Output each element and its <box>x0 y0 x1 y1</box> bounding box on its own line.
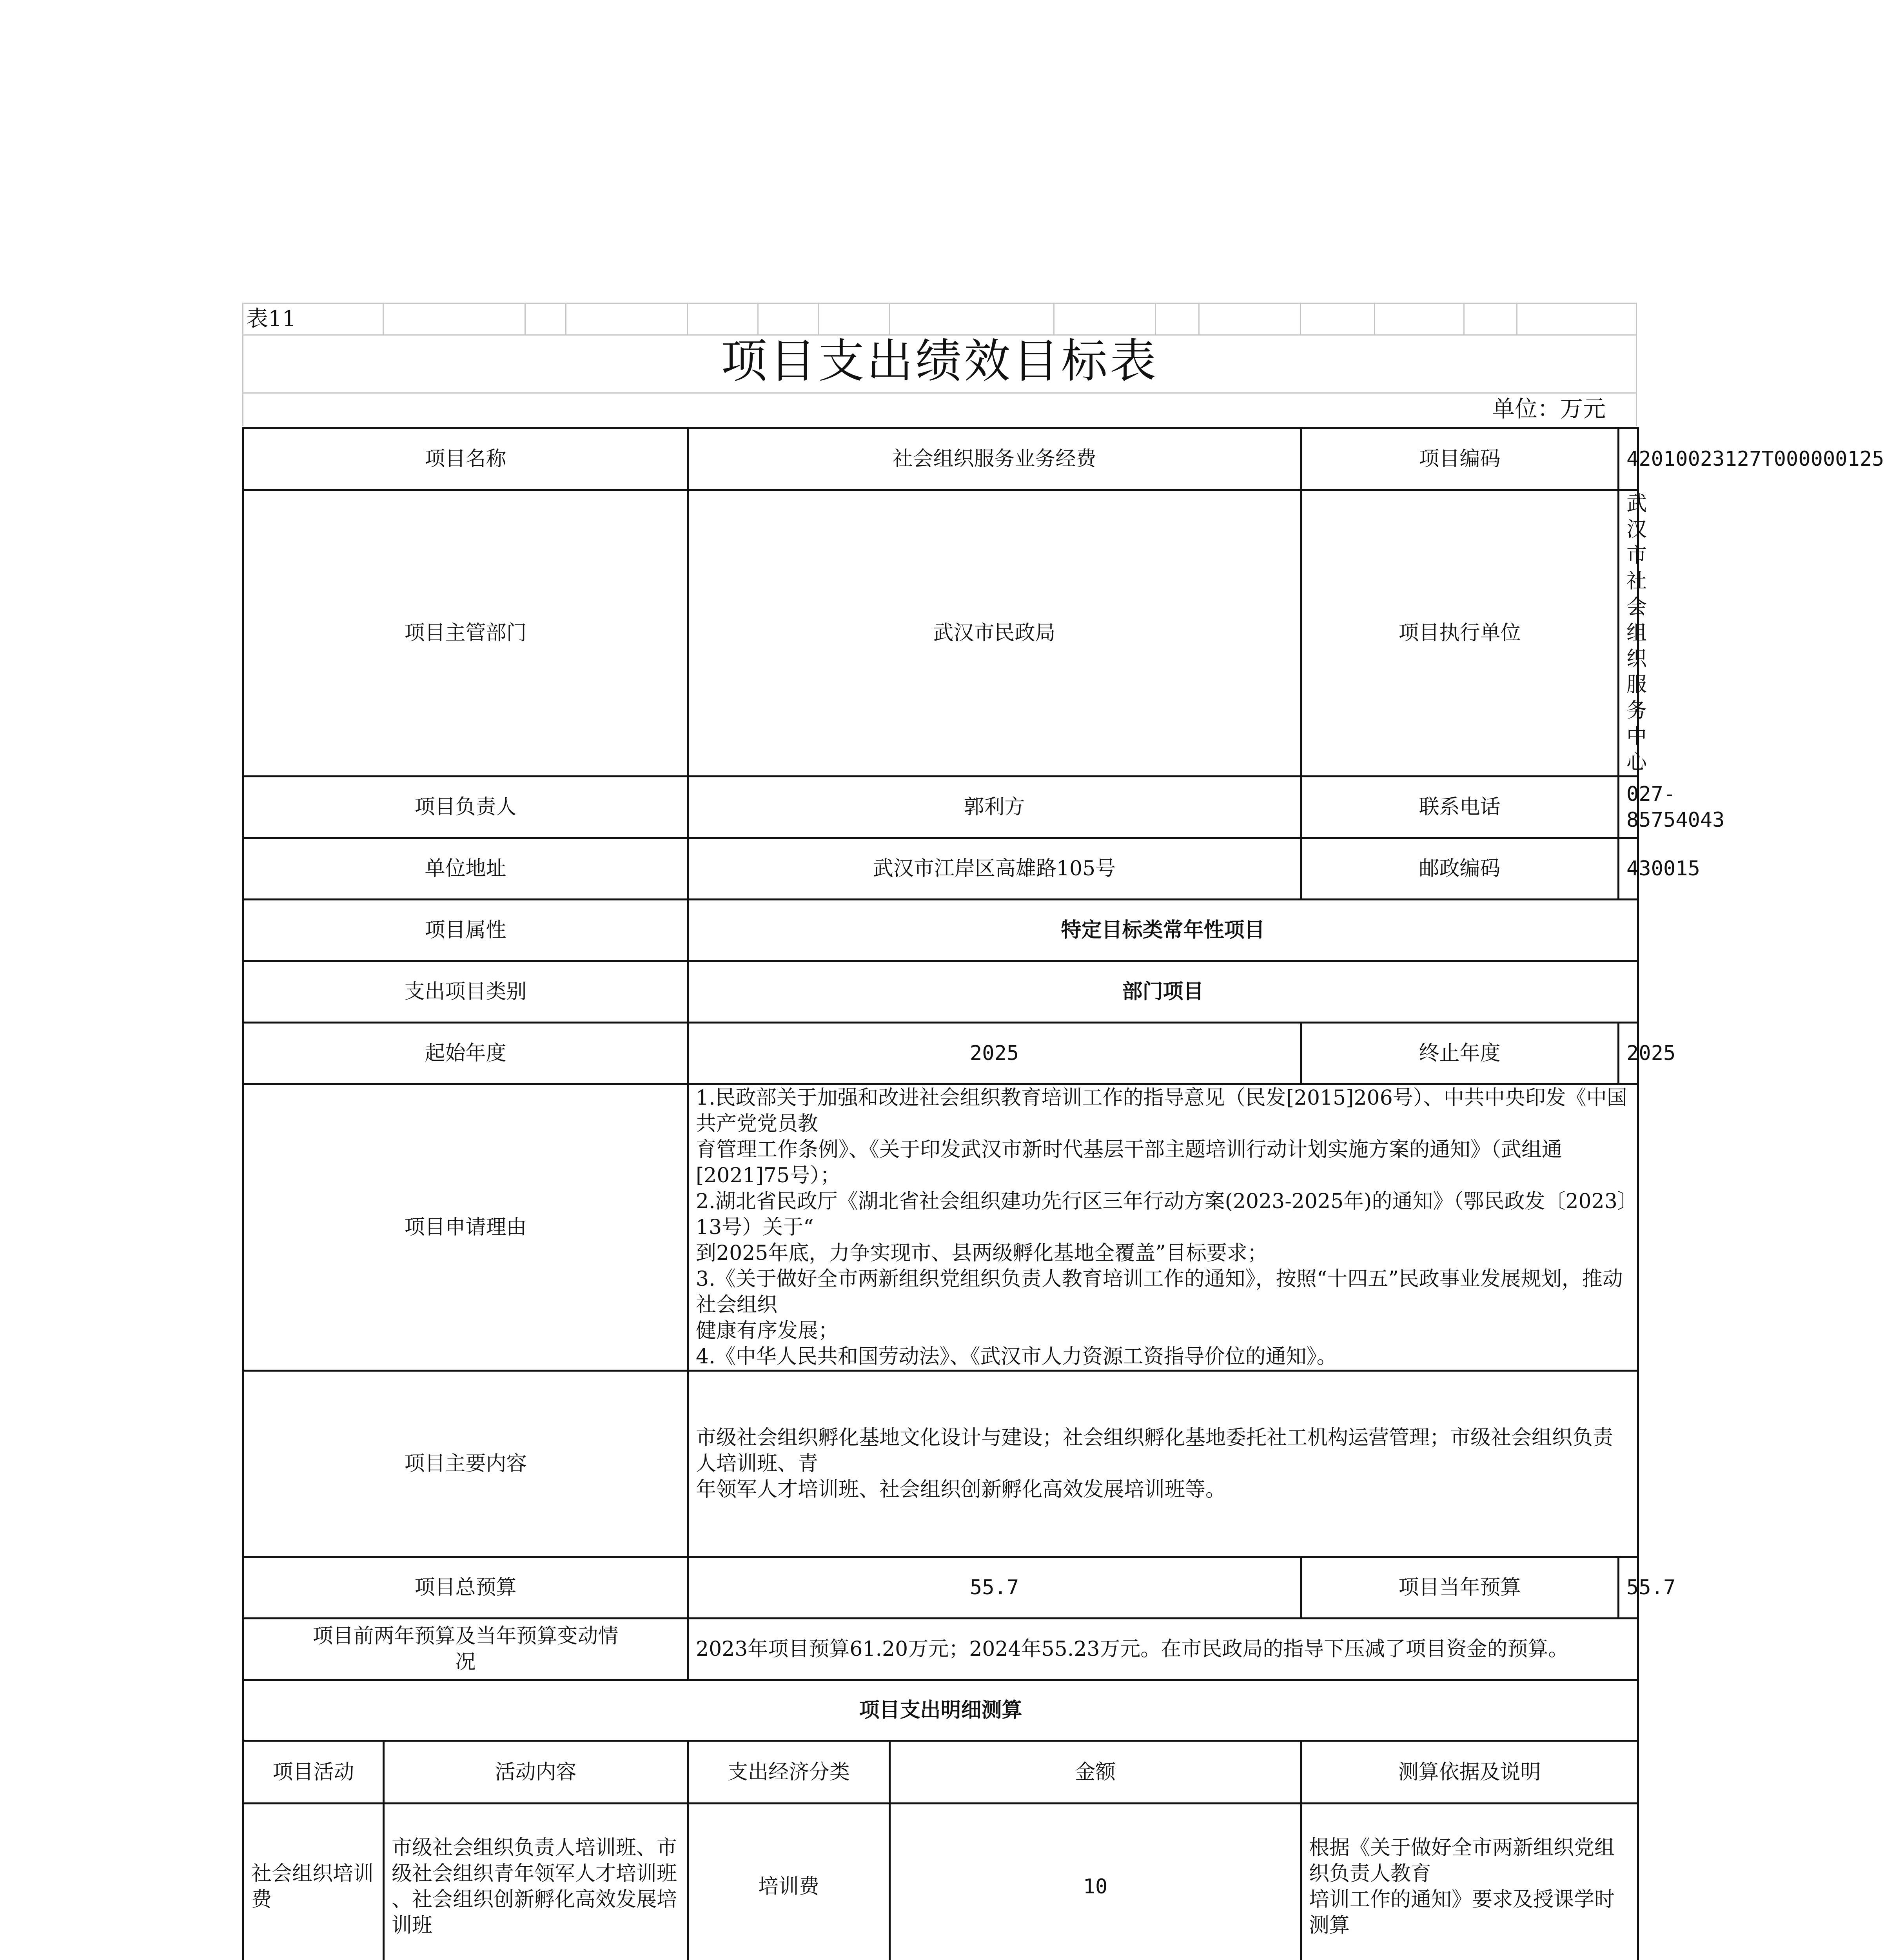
address-value: 武汉市江岸区高雄路105号 <box>688 838 1301 900</box>
reason-label: 项目申请理由 <box>243 1084 688 1371</box>
detail-content-line: 级社会组织青年领军人才培训班 <box>392 1862 677 1886</box>
content-line: 市级社会组织孵化基地文化设计与建设；社会组织孵化基地委托社工机构运营管理；市级社会组织负责人培训班、青 <box>696 1426 1614 1475</box>
detail-content-line: 训班 <box>392 1914 433 1937</box>
detail-section-title: 项目支出明细测算 <box>243 1680 1638 1741</box>
detail-classification: 培训费 <box>688 1804 890 1960</box>
content-line: 年领军人才培训班、社会组织创新孵化高效发展培训班等。 <box>696 1478 1226 1501</box>
budget-change-label-line: 况 <box>455 1650 476 1674</box>
detail-basis-line: 培训工作的通知》要求及授课学时测算 <box>1309 1888 1615 1937</box>
reason-line: 1.民政部关于加强和改进社会组织教育培训工作的指导意见（民发[2015]206号）、中共中央印发《中国共产党党员教 <box>696 1086 1627 1136</box>
detail-row <box>243 1804 1638 1960</box>
budget-change-label-line: 项目前两年预算及当年预算变动情 <box>312 1624 619 1648</box>
category-label: 支出项目类别 <box>243 961 688 1023</box>
detail-basis <box>1301 1804 1638 1960</box>
exec-unit-value: 武汉市社会组织服务中心 <box>1619 490 1638 777</box>
detail-amount: 10 <box>890 1804 1301 1960</box>
reason-line: 健康有序发展； <box>696 1319 839 1343</box>
row-project-name <box>243 428 1638 490</box>
department-label: 项目主管部门 <box>243 490 688 777</box>
attribute-value: 特定目标类常年性项目 <box>688 900 1638 961</box>
row-detail-section <box>243 1680 1638 1741</box>
detail-header-row <box>243 1741 1638 1804</box>
start-year-value: 2025 <box>688 1023 1301 1084</box>
reason-text <box>688 1084 1638 1371</box>
category-value: 部门项目 <box>688 961 1638 1023</box>
total-budget-label: 项目总预算 <box>243 1557 688 1619</box>
department-value: 武汉市民政局 <box>688 490 1301 777</box>
row-person <box>243 777 1638 838</box>
project-code-value: 42010023127T000000125 <box>1619 428 1638 490</box>
detail-basis-line: 根据《关于做好全市两新组织党组织负责人教育 <box>1309 1836 1615 1886</box>
reason-line: 2.湖北省民政厅《湖北省社会组织建功先行区三年行动方案(2023-2025年)的通知》（鄂民政发〔2023〕13号）关于“ <box>696 1190 1628 1239</box>
detail-activity <box>243 1804 384 1960</box>
detail-header-classification: 支出经济分类 <box>688 1741 890 1804</box>
unit-label: 单位：万元 <box>1492 396 1606 422</box>
row-department <box>243 490 1638 777</box>
detail-header-activity: 项目活动 <box>243 1741 384 1804</box>
budget-change-label <box>243 1619 688 1680</box>
project-name-value: 社会组织服务业务经费 <box>688 428 1301 490</box>
row-budget-change <box>243 1619 1638 1680</box>
reason-line: 育管理工作条例》、《关于印发武汉市新时代基层干部主题培训行动计划实施方案的通知》（武组通[2021]75号）； <box>696 1138 1563 1187</box>
detail-content-line: 、社会组织创新孵化高效发展培 <box>392 1888 677 1911</box>
phone-value: 027-85754043 <box>1619 777 1638 838</box>
detail-activity-line: 费 <box>251 1888 272 1911</box>
row-content <box>243 1371 1638 1557</box>
end-year-value: 2025 <box>1619 1023 1638 1084</box>
content-text <box>688 1371 1638 1557</box>
budget-change-text: 2023年项目预算61.20万元；2024年55.23万元。在市民政局的指导下压减了项目资金的预算。 <box>688 1619 1638 1680</box>
project-name-label: 项目名称 <box>243 428 688 490</box>
detail-header-basis: 测算依据及说明 <box>1301 1741 1638 1804</box>
reason-line: 3.《关于做好全市两新组织党组织负责人教育培训工作的通知》，按照“十四五”民政事业发展规划，推动社会组织 <box>696 1267 1623 1317</box>
row-reason <box>243 1084 1638 1371</box>
current-budget-value: 55.7 <box>1619 1557 1638 1619</box>
end-year-label: 终止年度 <box>1301 1023 1619 1084</box>
detail-content-line: 市级社会组织负责人培训班、市 <box>392 1836 677 1860</box>
attribute-label: 项目属性 <box>243 900 688 961</box>
detail-content <box>384 1804 688 1960</box>
detail-header-content: 活动内容 <box>384 1741 688 1804</box>
row-address <box>243 838 1638 900</box>
postcode-label: 邮政编码 <box>1301 838 1619 900</box>
phone-label: 联系电话 <box>1301 777 1619 838</box>
detail-activity-line: 社会组织培训 <box>251 1862 374 1886</box>
row-category <box>243 961 1638 1023</box>
page-title: 项目支出绩效目标表 <box>721 334 1158 388</box>
exec-unit-label: 项目执行单位 <box>1301 490 1619 777</box>
detail-header-amount: 金额 <box>890 1741 1301 1804</box>
row-budget <box>243 1557 1638 1619</box>
table-label: 表11 <box>246 306 296 332</box>
reason-line: 4.《中华人民共和国劳动法》、《武汉市人力资源工资指导价位的通知》。 <box>696 1345 1337 1368</box>
address-label: 单位地址 <box>243 838 688 900</box>
content-label: 项目主要内容 <box>243 1371 688 1557</box>
row-attribute <box>243 900 1638 961</box>
postcode-value: 430015 <box>1619 838 1638 900</box>
reason-line: 到2025年底，力争实现市、县两级孵化基地全覆盖”目标要求； <box>696 1241 1268 1265</box>
start-year-label: 起始年度 <box>243 1023 688 1084</box>
project-code-label: 项目编码 <box>1301 428 1619 490</box>
person-label: 项目负责人 <box>243 777 688 838</box>
performance-target-table <box>242 427 1884 1960</box>
total-budget-value: 55.7 <box>688 1557 1301 1619</box>
row-years <box>243 1023 1638 1084</box>
current-budget-label: 项目当年预算 <box>1301 1557 1619 1619</box>
person-value: 郭利方 <box>688 777 1301 838</box>
